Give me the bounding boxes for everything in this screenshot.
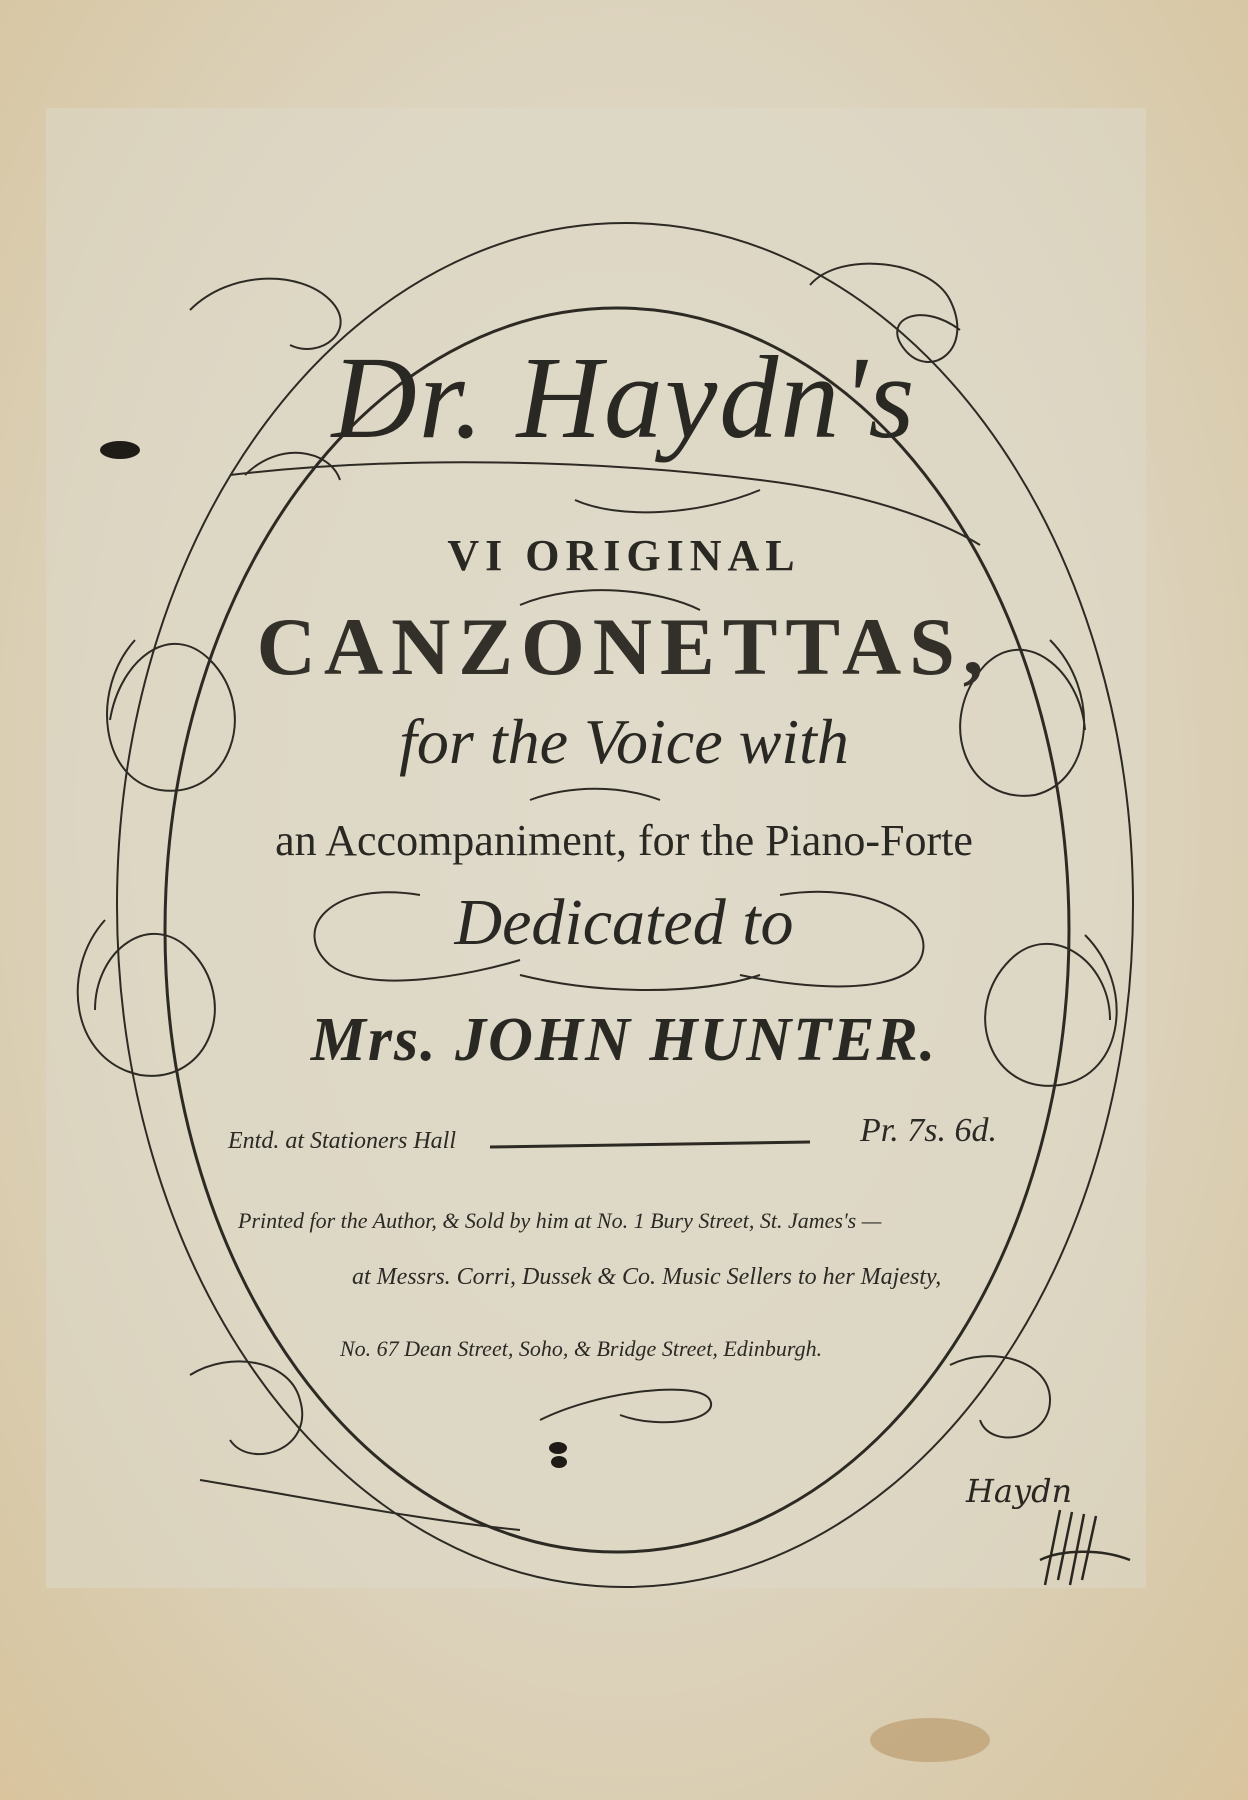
voice-line: for the Voice with <box>399 706 849 777</box>
stain <box>870 1718 990 1762</box>
title: Dr. Haydn's <box>331 332 917 463</box>
title-swash-small <box>575 490 760 512</box>
imprint-line-3: No. 67 Dean Street, Soho, & Bridge Street, Edinburgh. <box>340 1336 823 1361</box>
entered-note: Entd. at Stationers Hall <box>228 1128 456 1154</box>
ink-blot-small-2 <box>551 1456 567 1468</box>
signature-paraph <box>1040 1510 1130 1585</box>
accompaniment-line: an Accompaniment, for the Piano-Forte <box>275 816 973 865</box>
swash-voice <box>530 789 660 800</box>
price-rule <box>490 1142 810 1147</box>
dedication-line: Dedicated to <box>454 886 794 959</box>
swash-dedicated <box>520 975 760 990</box>
imprint-line-1: Printed for the Author, & Sold by him at No. 1 Bury Street, St. James's — <box>238 1208 882 1233</box>
flourish-bottom-center <box>540 1390 711 1423</box>
signature: Haydn <box>966 1472 1073 1510</box>
dedicatee: Mrs. JOHN HUNTER. <box>310 1006 938 1074</box>
flourish-bottom-right <box>950 1356 1050 1437</box>
subtitle-main: CANZONETTAS, <box>256 601 992 692</box>
ink-blot-small <box>549 1442 567 1454</box>
price: Pr. 7s. 6d. <box>860 1112 997 1149</box>
imprint-line-2: at Messrs. Corri, Dussek & Co. Music Sellers to her Majesty, <box>352 1264 942 1290</box>
subtitle-top: VI ORIGINAL <box>447 531 801 580</box>
flourish-bottom-left <box>190 1361 302 1454</box>
